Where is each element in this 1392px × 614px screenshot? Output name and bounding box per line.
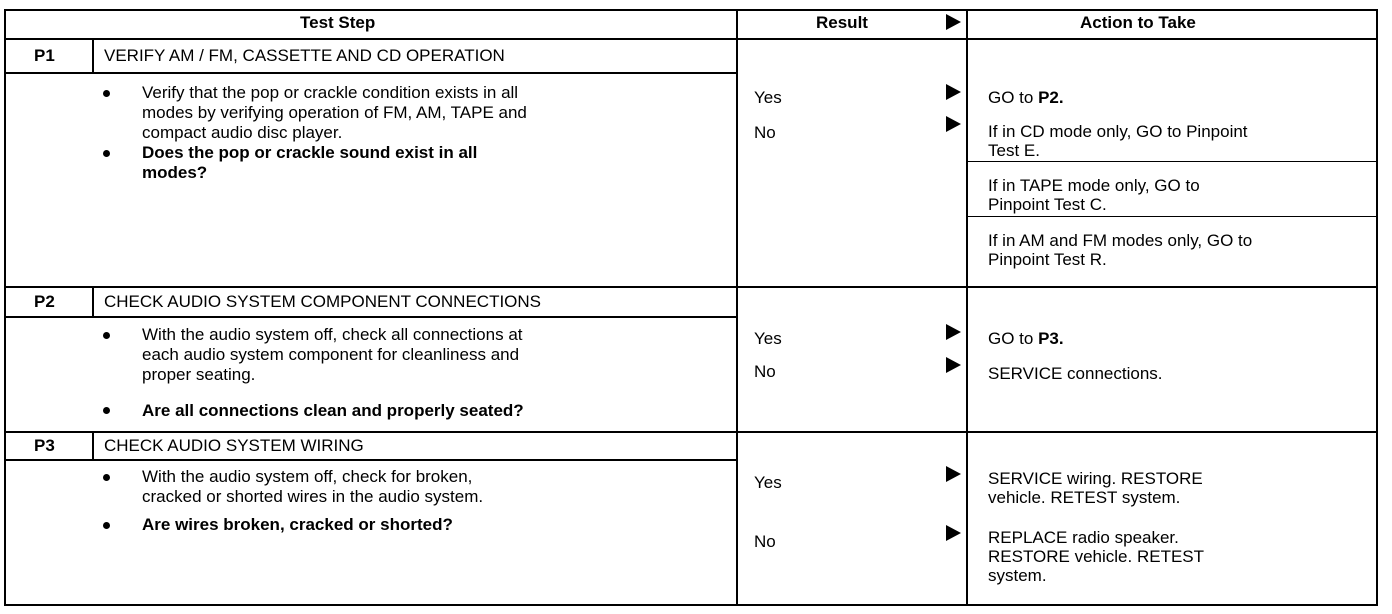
p1-no-arrow-icon [946,116,961,132]
p1-bullet-1-line-2: modes by verifying operation of FM, AM, TAPE and [142,103,527,122]
p1-bullet-1-line-3: compact audio disc player. [142,123,343,142]
p1-action-amfm [988,231,1252,269]
p2-bullet-2-line-1: Are all connections clean and properly seated? [142,401,524,420]
p2-action-yes: GO to P3. [988,329,1064,348]
p1-action-tape [988,176,1200,214]
p2-action-no: SERVICE connections. [988,364,1163,383]
p3-action-yes-line-2: vehicle. RETEST system. [988,488,1181,507]
column-divider-result [736,9,738,606]
p2-bullet-1-line-3: proper seating. [142,365,256,384]
p2-bullet-2-icon [103,407,110,414]
p3-title: CHECK AUDIO SYSTEM WIRING [104,436,364,455]
p2-result-no: No [754,362,776,381]
p1-bullet-1-line-1: Verify that the pop or crackle condition exists in all [142,83,519,102]
p2-no-arrow-icon [946,357,961,373]
p2-id: P2 [34,292,55,311]
p3-action-no-line-3: system. [988,566,1047,585]
p1-action-amfm-line-1: If in AM and FM modes only, GO to [988,231,1253,250]
p3-no-arrow-icon [946,525,961,541]
header-action: Action to Take [1080,13,1196,32]
p2-title: CHECK AUDIO SYSTEM COMPONENT CONNECTIONS [104,292,542,311]
p1-action-yes: GO to P2. [988,88,1064,107]
p3-action-yes-line-1: SERVICE wiring. RESTORE [988,469,1203,488]
p1-title-underline [4,72,736,74]
header-divider [4,38,1378,40]
p3-yes-arrow-icon [946,466,961,482]
p1-title: VERIFY AM / FM, CASSETTE AND CD OPERATION [104,46,505,65]
p2-bullet-1-icon [103,332,110,339]
p3-action-no [988,528,1204,585]
header-arrow-icon [946,14,961,30]
p1-bullet-2-line-1: Does the pop or crackle sound exist in all [142,143,478,162]
p2-id-divider [92,286,94,317]
p2-result-yes: Yes [754,329,782,348]
p1-bullet-1-icon [103,90,110,97]
p3-action-no-line-2: RESTORE vehicle. RETEST [988,547,1205,566]
p3-bullet-2-line-1: Are wires broken, cracked or shorted? [142,515,453,534]
p2-bullet-1-line-1: With the audio system off, check all connections at [142,325,523,344]
p3-result-no: No [754,532,776,551]
p2-bullet-1-line-2: each audio system component for cleanliness and [142,345,520,364]
p3-id-divider [92,431,94,460]
p3-bullet-1-line-2: cracked or shorted wires in the audio system. [142,487,484,506]
p1-result-yes: Yes [754,88,782,107]
p3-title-underline [4,459,736,461]
header-test-step: Test Step [300,13,376,32]
p1-action-sep-2 [968,216,1378,217]
row-divider-p2 [4,286,1378,288]
p1-action-no-line-2: Test E. [988,141,1040,160]
p3-bullet-1-icon [103,474,110,481]
p2-title-underline [4,316,736,318]
p1-bullet-2-line-2: modes? [142,163,208,182]
p1-action-amfm-line-2: Pinpoint Test R. [988,250,1107,269]
p3-action-no-line-1: REPLACE radio speaker. [988,528,1179,547]
p1-action-tape-line-1: If in TAPE mode only, GO to [988,176,1200,195]
p1-yes-arrow-icon [946,84,961,100]
p1-id-divider [92,38,94,73]
p1-action-no [988,122,1248,160]
p3-action-yes [988,469,1203,507]
column-divider-action [966,9,968,606]
row-divider-p3 [4,431,1378,433]
p3-id: P3 [34,436,55,455]
p1-bullet-2-icon [103,150,110,157]
p3-bullet-2-icon [103,522,110,529]
p1-action-sep-1 [968,161,1378,162]
header-result: Result [816,13,868,32]
p2-yes-arrow-icon [946,324,961,340]
p3-bullet-1-line-1: With the audio system off, check for broken, [142,467,473,486]
p1-action-no-line-1: If in CD mode only, GO to Pinpoint [988,122,1248,141]
p1-result-no: No [754,123,776,142]
p1-action-tape-line-2: Pinpoint Test C. [988,195,1107,214]
p1-id: P1 [34,46,55,65]
p3-result-yes: Yes [754,473,782,492]
